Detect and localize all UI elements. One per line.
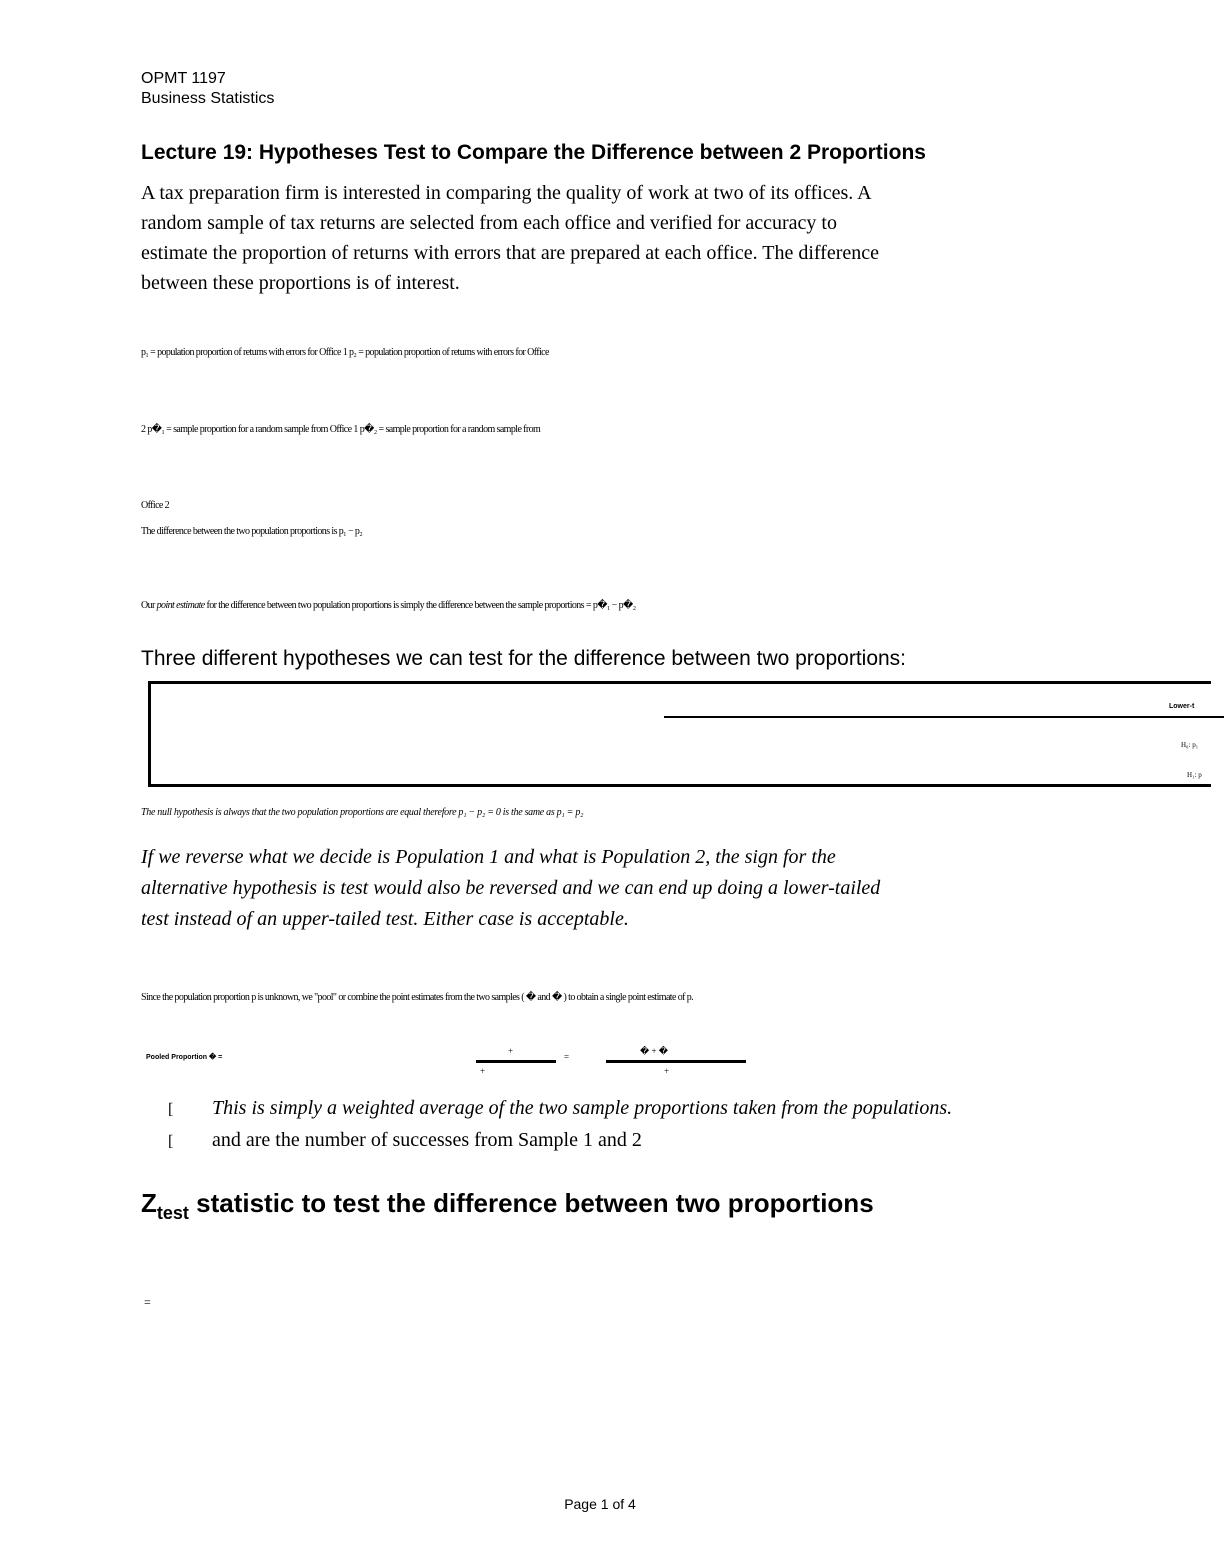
point-estimate-before: Our [141, 600, 157, 611]
fraction-numerator: + [508, 1046, 514, 1056]
pool-note: Since the population proportion p is unknown, we "pool" or combine the point estimates from the two samples ( � and � ) to obtain a single point estimate of p. [141, 992, 694, 1003]
course-name: Business Statistics [141, 90, 275, 107]
definition-line: p₁ = population proportion of returns with errors for Office 1 p₂ = population proportion of returns with errors for Office [141, 347, 549, 358]
fraction-numerator: � + � [640, 1046, 669, 1056]
reverse-line: alternative hypothesis is test would also be reversed and we can end up doing a lower-tailed [141, 877, 881, 899]
intro-line: A tax preparation firm is interested in comparing the quality of work at two of its offices. A [141, 182, 872, 204]
page-number: Page 1 of 4 [564, 1496, 636, 1512]
alt-hypothesis-fragment: H₁: p [1187, 771, 1202, 779]
null-hypothesis-note: The null hypothesis is always that the two population proportions are equal therefore p₁ − p₂ = 0 is the same as p₁ = p₂ [141, 807, 584, 818]
intro-line: between these proportions is of interest. [141, 272, 460, 294]
bullet-item [168, 1129, 642, 1152]
intro-line: random sample of tax returns are selected from each office and verified for accuracy to [141, 212, 837, 234]
ztest-subscript: test [156, 1203, 189, 1223]
bullet-text: and are the number of successes from Sample 1 and 2 [212, 1129, 642, 1151]
ztest-heading-rest: statistic to test the difference between two proportions [188, 1188, 874, 1218]
ztest-heading [141, 1188, 874, 1223]
fraction-bar [606, 1060, 746, 1063]
table-rule [664, 716, 1224, 718]
reverse-line: test instead of an upper-tailed test. Either case is acceptable. [141, 908, 629, 930]
point-estimate-line [141, 600, 636, 611]
table-header-fragment: Lower-t [1169, 703, 1195, 710]
fraction-denominator: + [664, 1066, 670, 1076]
definition-line: The difference between the two population proportions is p₁ − p₂ [141, 526, 363, 537]
intro-line: estimate the proportion of returns with errors that are prepared at each office. The difference [141, 242, 880, 264]
point-estimate-after: for the difference between two population proportions is simply the difference between the sample proportions = p�₁ − p�₂ [204, 600, 636, 611]
pooled-proportion-label: Pooled Proportion � = [146, 1054, 223, 1061]
bullet-item [168, 1097, 952, 1120]
equals-sign: = [564, 1052, 570, 1062]
lecture-title: Lecture 19: Hypotheses Test to Compare the Difference between 2 Proportions [141, 141, 926, 164]
pooled-fraction-1 [476, 1046, 556, 1076]
bullet-mark: [ [168, 1101, 174, 1118]
point-estimate-emphasis: point estimate [156, 600, 205, 611]
course-code: OPMT 1197 [141, 70, 226, 87]
bullet-mark: [ [168, 1133, 174, 1150]
intro-paragraph [141, 178, 1041, 298]
reverse-line: If we reverse what we decide is Population 1 and what is Population 2, the sign for the [141, 846, 836, 868]
definition-line: 2 p�₁ = sample proportion for a random sample from Office 1 p�₂ = sample proportion for a random sample from [141, 424, 541, 435]
ztest-equals: = [144, 1295, 151, 1309]
fraction-bar [476, 1060, 556, 1063]
null-hypothesis-fragment: H₀: p₁ [1181, 741, 1199, 749]
reverse-paragraph [141, 842, 880, 935]
definition-line: Office 2 [141, 500, 170, 511]
bullet-text: This is simply a weighted average of the two sample proportions taken from the populations. [212, 1097, 953, 1119]
hypotheses-table [148, 681, 1211, 787]
ztest-z: Z [141, 1188, 157, 1218]
fraction-denominator: + [480, 1066, 486, 1076]
pooled-fraction-2 [606, 1046, 746, 1076]
hypotheses-intro: Three different hypotheses we can test for the difference between two proportions: [141, 647, 907, 670]
